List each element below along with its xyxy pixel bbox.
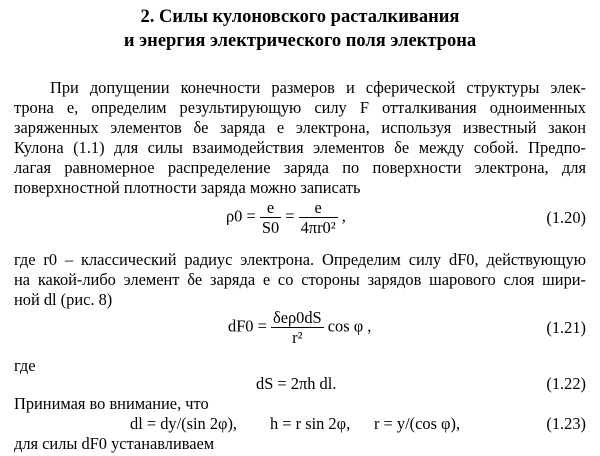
equation-1-21-denominator: r² — [292, 328, 303, 347]
equation-1-20 — [226, 198, 346, 237]
fraction-2-denominator: 4πr0² — [300, 218, 336, 237]
paragraph-1-line-4: Кулона (1.1) для силы взаимодействия элементов δe между собой. Предпо- — [14, 138, 586, 157]
paragraph-1-line-6: поверхностной плотности заряда можно записать — [14, 178, 361, 197]
equation-1-20-number: (1.20) — [546, 208, 586, 227]
equation-1-20-equals: = — [285, 206, 295, 226]
equation-1-20-fraction-2 — [299, 198, 338, 237]
equation-1-20-fraction-1 — [260, 198, 281, 237]
equation-1-23-part-2: h = r sin 2φ, — [270, 414, 351, 433]
sentence-final: для силы dF0 устанавливаем — [14, 434, 215, 453]
paragraph-2-line-3: ной dl (рис. 8) — [14, 290, 113, 309]
equation-1-20-lhs: ρ0 = — [226, 206, 256, 226]
equation-1-23-part-1: dl = dy/(sin 2φ), — [130, 414, 238, 433]
equation-1-21-numerator: δeρ0dS — [272, 308, 322, 327]
equation-1-21-lhs: dF0 = — [228, 316, 267, 336]
paragraph-1-line-3: заряженных элементов δe заряда e электрона, используя известный закон — [14, 118, 586, 137]
section-heading-line-2: и энергия электрического поля электрона — [123, 31, 477, 51]
equation-1-20-tail: , — [341, 206, 346, 226]
paragraph-1-line-5: лагая равномерное распределение заряда по поверхности электрона, для — [14, 158, 586, 177]
where-label: где — [14, 356, 36, 375]
equation-1-23-number: (1.23) — [546, 414, 586, 433]
paragraph-1-line-2: трона e, определим результирующую силу F отталкивания одноименных — [14, 98, 586, 117]
equation-1-22: dS = 2πh dl. — [256, 374, 337, 393]
fraction-1-numerator: e — [260, 198, 281, 218]
paragraph-1-line-1: При допущении конечности размеров и сферической структуры элек- — [50, 78, 586, 97]
equation-1-21-fraction — [271, 308, 324, 347]
fraction-1-denominator: S0 — [261, 218, 280, 237]
equation-1-21-tail: cos φ , — [327, 316, 372, 336]
equation-1-22-number: (1.22) — [546, 374, 586, 393]
equation-1-21-number: (1.21) — [546, 318, 586, 337]
fraction-2-numerator: e — [299, 198, 338, 218]
equation-1-23-part-3: r = y/(cos φ), — [374, 414, 461, 433]
paragraph-2-line-1: где r0 – классический радиус электрона. Определим силу dF0, действующую — [14, 250, 586, 269]
section-heading-line-1: 2. Силы кулоновского расталкивания — [140, 7, 460, 27]
sentence-given: Принимая во внимание, что — [14, 394, 209, 413]
paragraph-2-line-2: на какой-либо элемент δe заряда e со стороны зарядов шарового слоя шири- — [14, 270, 586, 289]
equation-1-21 — [228, 308, 371, 347]
